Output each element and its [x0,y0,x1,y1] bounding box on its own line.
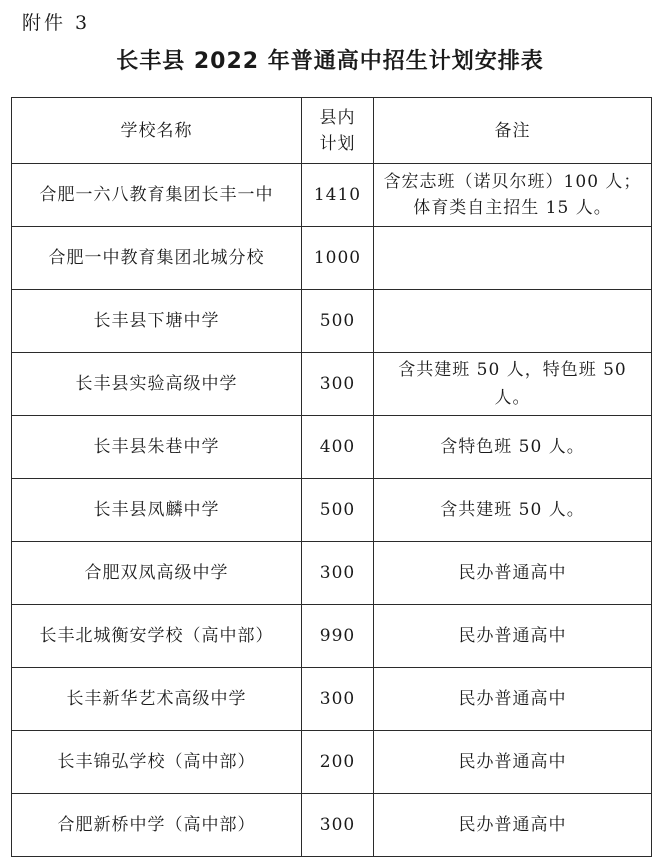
note-cell [374,479,652,542]
school-name-cell: 长丰县下塘中学 [12,290,302,353]
school-name-cell: 合肥一六八教育集团长丰一中 [12,164,302,227]
school-name-cell: 合肥一中教育集团北城分校 [12,227,302,290]
plan-cell: 300 [302,353,374,416]
table-row [12,353,652,416]
plan-cell: 300 [302,542,374,605]
plan-cell: 200 [302,731,374,794]
school-name-cell: 长丰新华艺术高级中学 [12,668,302,731]
school-name-cell: 长丰县实验高级中学 [12,353,302,416]
note-cell [374,731,652,794]
note-line1: 含共建班 50 人，特色班 50 人。 [398,360,627,408]
school-name-cell: 长丰北城衡安学校（高中部） [12,605,302,668]
header-plan-line2: 计划 [319,133,356,154]
note-cell [374,290,652,353]
school-name-cell: 长丰县朱巷中学 [12,416,302,479]
school-name-cell: 长丰县凤麟中学 [12,479,302,542]
note-cell [374,164,652,227]
attachment-label: 附件 3 [22,12,91,34]
table-row [12,227,652,290]
note-cell [374,542,652,605]
plan-cell: 300 [302,794,374,857]
table-row [12,731,652,794]
page-title: 长丰县 2022 年普通高中招生计划安排表 [116,49,544,74]
note-cell [374,353,652,416]
header-notes: 备注 [374,98,652,164]
table-row [12,794,652,857]
school-name-cell: 长丰锦弘学校（高中部） [12,731,302,794]
note-line1: 民办普通高中 [458,752,567,772]
plan-cell: 990 [302,605,374,668]
note-line1: 民办普通高中 [458,815,567,835]
plan-cell: 1410 [302,164,374,227]
table-row [12,416,652,479]
table-header-row [12,98,652,164]
header-county-plan [302,98,374,164]
school-name-cell: 合肥双凤高级中学 [12,542,302,605]
header-plan-line1: 县内 [319,107,356,128]
header-school-name: 学校名称 [12,98,302,164]
plan-cell: 400 [302,416,374,479]
school-name-cell: 合肥新桥中学（高中部） [12,794,302,857]
note-cell [374,416,652,479]
table-row [12,668,652,731]
note-cell [374,668,652,731]
table-row [12,290,652,353]
enrollment-plan-table [11,97,652,857]
note-line1: 民办普通高中 [458,563,567,583]
plan-cell: 500 [302,479,374,542]
note-line1: 民办普通高中 [458,626,567,646]
note-line1: 民办普通高中 [458,689,567,709]
table-row [12,479,652,542]
table-row [12,164,652,227]
table-row [12,542,652,605]
plan-cell: 300 [302,668,374,731]
note-cell [374,227,652,290]
note-cell [374,605,652,668]
note-line1: 含共建班 50 人。 [440,500,585,520]
plan-cell: 1000 [302,227,374,290]
note-line1: 含特色班 50 人。 [440,437,585,457]
plan-cell: 500 [302,290,374,353]
note-cell [374,794,652,857]
table-row [12,605,652,668]
note-line1: 含宏志班（诺贝尔班）100 人； [383,172,642,192]
note-line2: 体育类自主招生 15 人。 [413,198,612,218]
